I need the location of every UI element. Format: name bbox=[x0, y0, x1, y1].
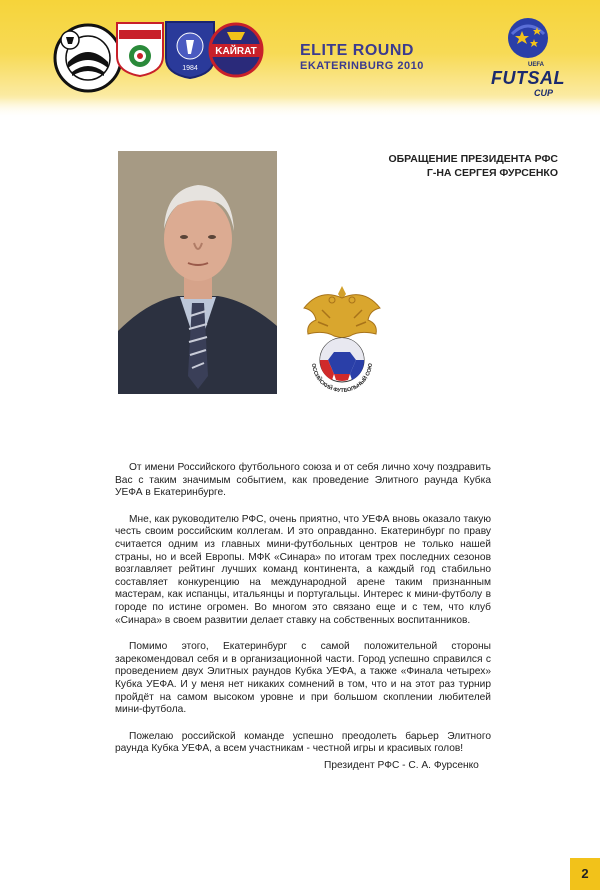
president-letter bbox=[115, 462, 491, 770]
letter-paragraph: Пожелаю российской команде успешно преодолеть барьер Элитного раунда Кубка УЕФА, а всем участникам - честной игры и красивых голов! bbox=[115, 730, 491, 755]
futsal-logo-word: FUTSAL bbox=[491, 68, 565, 88]
club-logos bbox=[52, 20, 262, 95]
tournament-title-line1: ELITE ROUND bbox=[300, 42, 414, 59]
kairat-left-logo bbox=[114, 20, 166, 78]
address-title-line2: Г-НА СЕРГЕЯ ФУРСЕНКО bbox=[426, 167, 558, 179]
uefa-futsal-cup-logo bbox=[488, 10, 568, 106]
rfs-emblem-text: ОССИЙСКИЙ ФУТБОЛЬНЫЙ СОЮ bbox=[309, 362, 375, 395]
futsal-logo-cup: CUP bbox=[534, 88, 554, 98]
address-title bbox=[388, 152, 558, 180]
tournament-title bbox=[300, 42, 424, 73]
address-title-line1: ОБРАЩЕНИЕ ПРЕЗИДЕНТА РФС bbox=[388, 153, 558, 165]
futsal-logo-uefa: UEFA bbox=[528, 62, 545, 68]
svg-text:KAЙRAT: KAЙRAT bbox=[215, 46, 257, 57]
ural-logo-year: 1984 bbox=[182, 65, 198, 72]
letter-paragraph: Мне, как руководителю РФС, очень приятно, что УЕФА вновь оказало такую честь своим российским коллегам. И это оправданно. Екатеринбург по праву считается одним из главных мини-футбольных центров не только нашей страны, но и всей Европы. МФК «Синара» по итогам трех последних сезонов возглавляет рейтинг лучших команд континента, а каждый год стабильно составляет конкуренцию на международной арене таким признанным мастерам, как испанцы, итальянцы и португальцы. Интерес к мини-футболу в городе по истине огромен. Во многом это связано еще и с тем, что клуб «Синара» в своем развитии делает ставку на собственных воспитанников. bbox=[115, 513, 491, 626]
rfs-emblem bbox=[300, 278, 384, 400]
letter-paragraph: Помимо этого, Екатеринбург с самой положительной стороны зарекомендовал себя и в организационной части. Город успешно справился с проведением двух Элитных раундов Кубка УЕФА, а также «Финала четырех» Кубка УЕФА. И у меня нет никаких сомнений в том, что и на этот раз турнир пройдёт на самом высоком уровне и при большом скоплении любителей мини-футбола. bbox=[115, 641, 491, 716]
kairat-logo bbox=[207, 22, 265, 78]
tournament-title-line2: EKATERINBURG 2010 bbox=[300, 60, 424, 72]
president-photo bbox=[118, 151, 277, 394]
futsal-ball-icon bbox=[488, 10, 568, 70]
letter-paragraph: От имени Российского футбольного союза и от себя лично хочу поздравить Вас с таким значимым событием, как проведение Элитного раунда Кубка УЕФА в Екатеринбурге. bbox=[115, 462, 491, 499]
page-number: 2 bbox=[570, 858, 600, 890]
signature: Президент РФС - С. А. Фурсенко bbox=[324, 760, 479, 771]
